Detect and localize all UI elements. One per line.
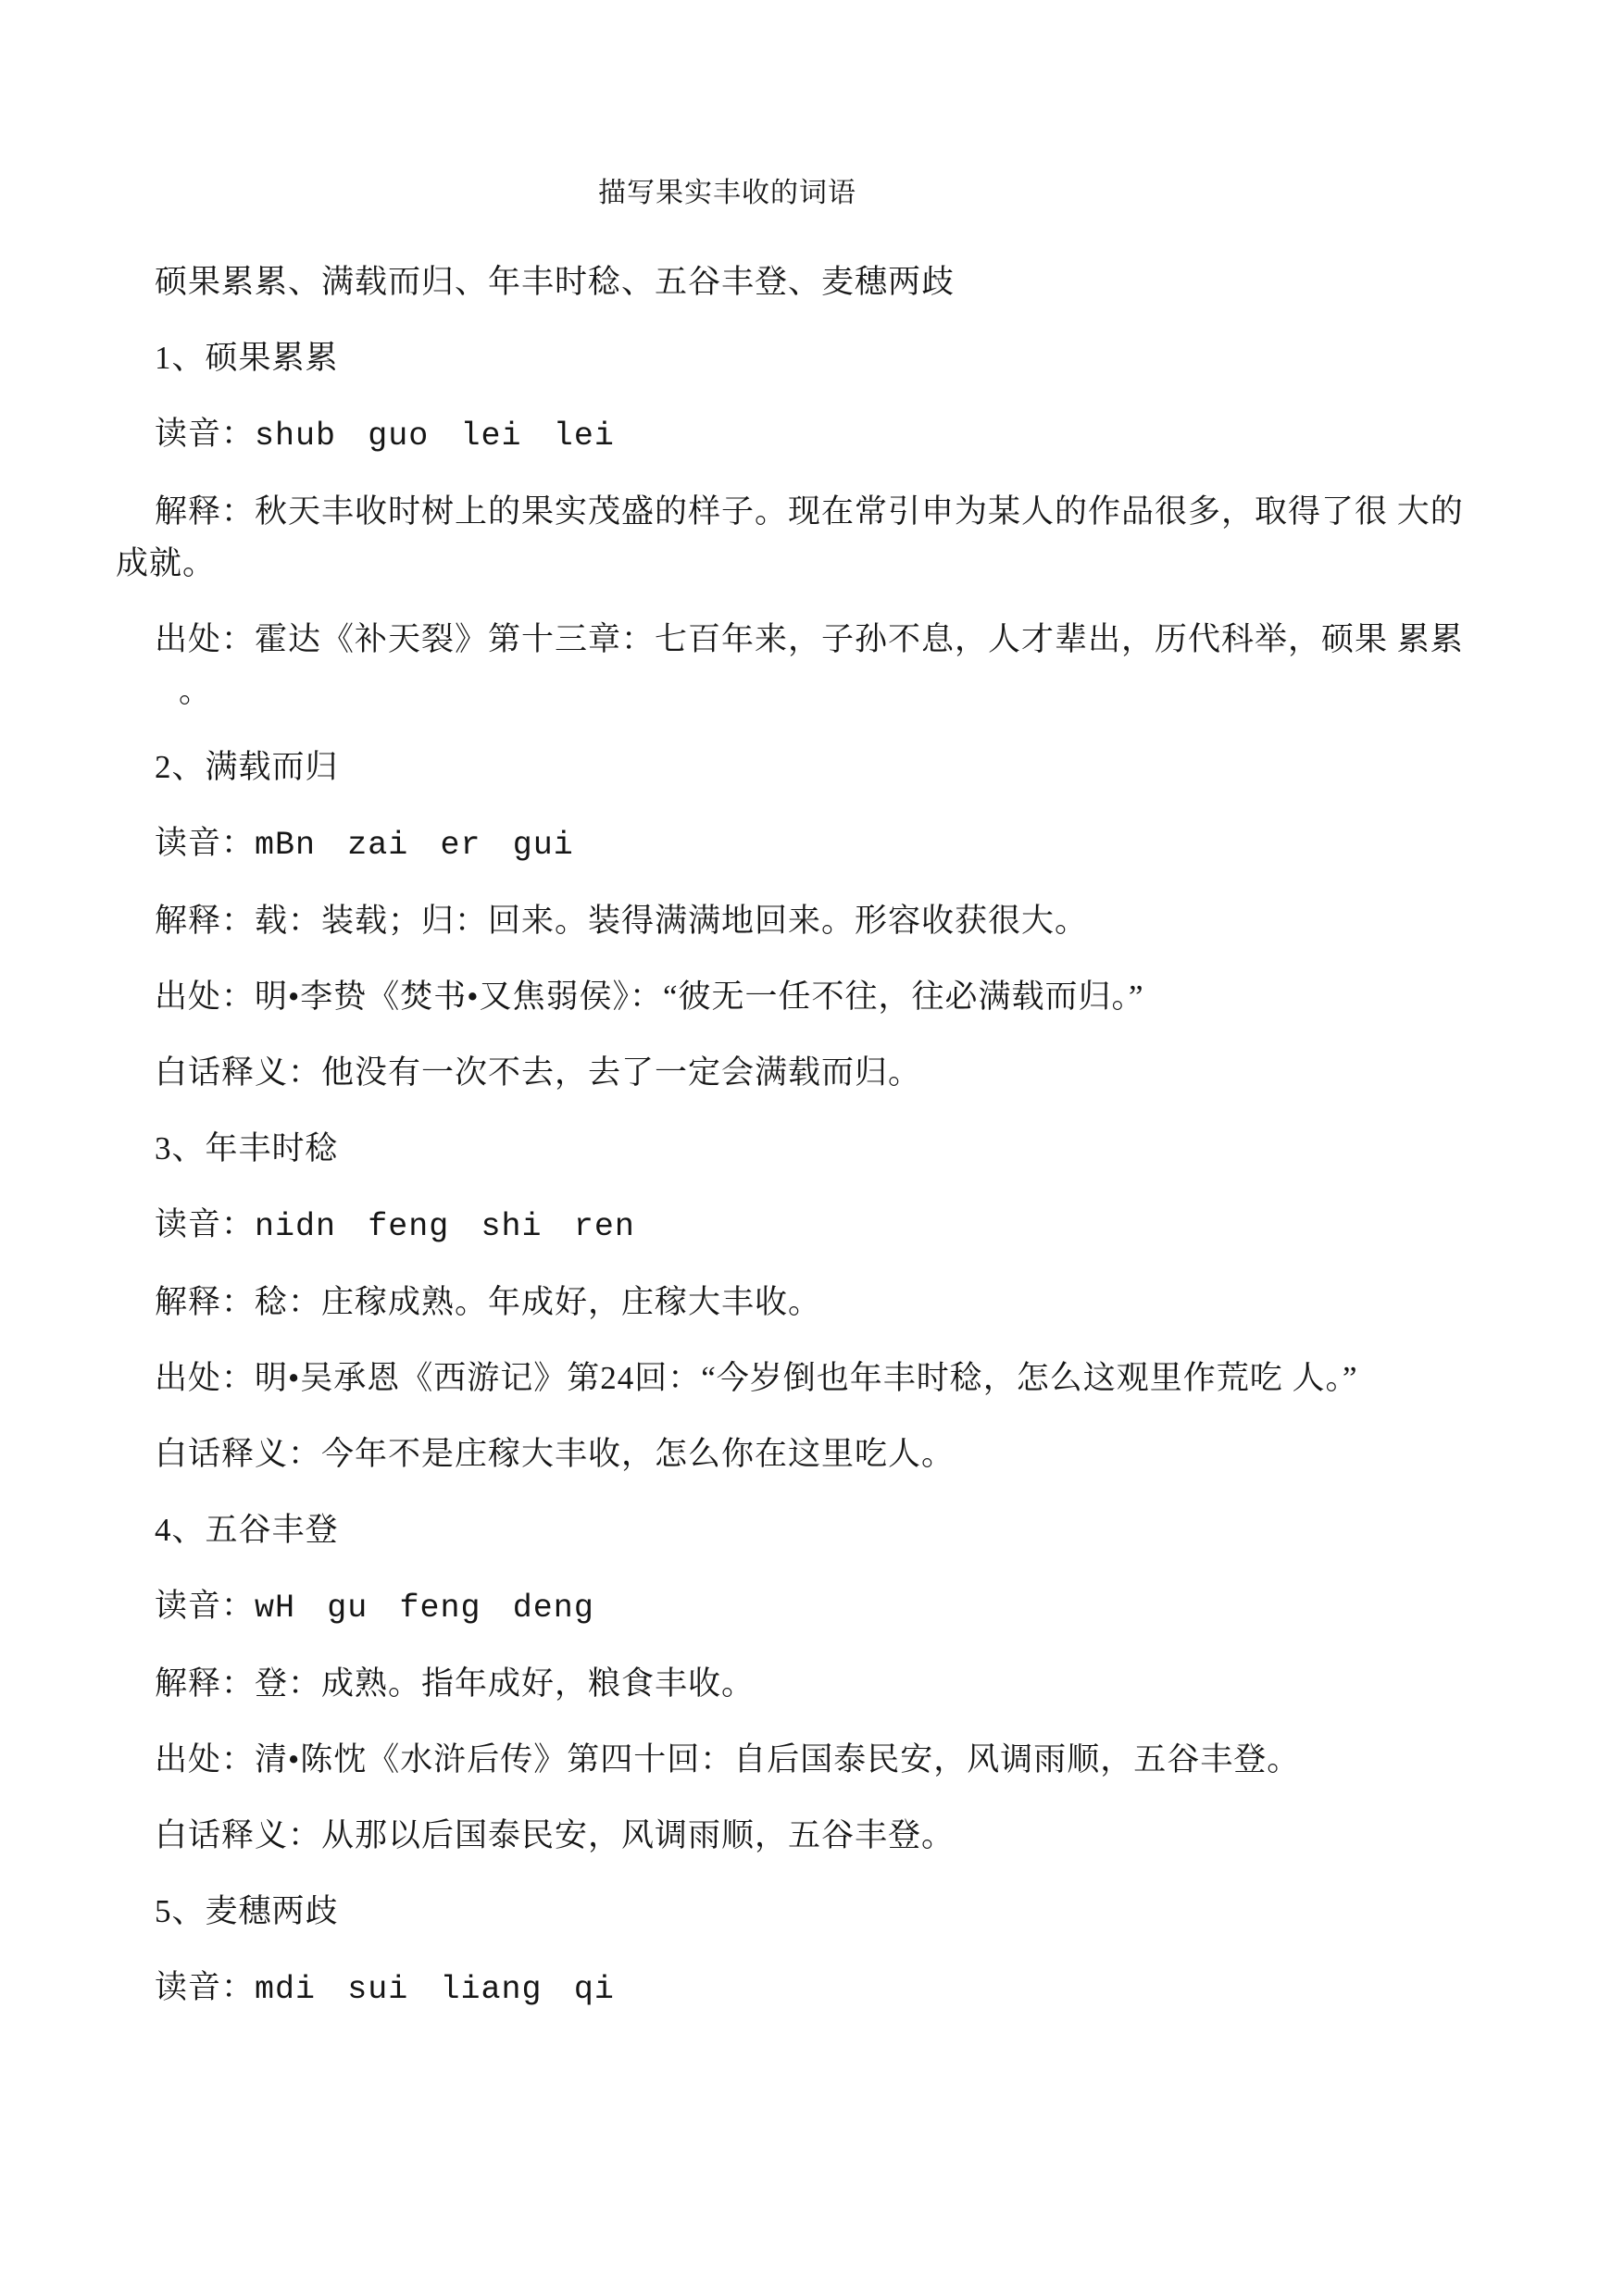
section-3-explanation: 解释：稔：庄稼成熟。年成好，庄稼大丰收。 xyxy=(155,1284,822,1320)
reading-label: 读音： xyxy=(155,416,256,452)
section-3-source: 出处：明•吴承恩《西游记》第24回：“今岁倒也年丰时稔，怎么这观里作荒吃 人。” xyxy=(155,1360,1358,1396)
section-2-source: 出处：明•李贽《焚书•又焦弱侯》：“彼无一任不往，往必满载而归。” xyxy=(155,979,1144,1015)
section-3-baihua: 白话释义：今年不是庄稼大丰收，怎么你在这里吃人。 xyxy=(155,1436,956,1472)
source-line: 出处：霍达《补天裂》第十三章：七百年来，子孙不息，人才辈出，历代科举，硕果 累累 xyxy=(155,621,1464,657)
section-4-reading-line xyxy=(116,1580,1509,1634)
section-1-reading-line xyxy=(116,408,1509,462)
source-wrap-line: 。 xyxy=(179,673,213,709)
reading-value: wH gu feng deng xyxy=(255,1590,594,1627)
section-3-reading-line xyxy=(116,1199,1509,1253)
section-2-reading-line xyxy=(116,817,1509,871)
explanation-line: 解释：秋天丰收时树上的果实茂盛的样子。现在常引申为某人的作品很多，取得了很 大的 xyxy=(155,493,1464,530)
section-4-explanation: 解释：登：成熟。指年成好，粮食丰收。 xyxy=(155,1665,756,1702)
reading-value: shub guo lei lei xyxy=(255,418,615,455)
section-2-baihua: 白话释义：他没有一次不去，去了一定会满载而归。 xyxy=(155,1054,922,1091)
section-2-explanation: 解释：载：装载；归：回来。装得满满地回来。形容收获很大。 xyxy=(155,903,1089,939)
section-1-source xyxy=(116,614,1509,717)
section-4-heading: 4、五谷丰登 xyxy=(155,1512,339,1548)
reading-value: mBn zai er gui xyxy=(255,827,574,864)
document-content xyxy=(116,0,1509,2039)
reading-label: 读音： xyxy=(155,825,256,861)
explanation-wrap-line: 成就。 xyxy=(116,545,217,581)
section-2-heading: 2、满载而归 xyxy=(155,749,339,785)
section-4-source: 出处：清•陈忱《水浒后传》第四十回：自后国泰民安，风调雨顺，五谷丰登。 xyxy=(155,1741,1301,1777)
intro-line: 硕果累累、满载而归、年丰时稔、五谷丰登、麦穗两歧 xyxy=(155,264,956,300)
section-4-baihua: 白话释义：从那以后国泰民安，风调雨顺，五谷丰登。 xyxy=(155,1817,956,1853)
section-3-heading: 3、年丰时稔 xyxy=(155,1130,339,1166)
reading-label: 读音： xyxy=(155,1588,256,1624)
section-1-explanation xyxy=(116,486,1509,590)
reading-label: 读音： xyxy=(155,1969,256,2005)
section-5-heading: 5、麦穗两歧 xyxy=(155,1893,339,1929)
section-5-reading-line xyxy=(116,1962,1509,2015)
page-title: 描写果实丰收的词语 xyxy=(598,178,856,208)
section-1-heading: 1、硕果累累 xyxy=(155,340,339,376)
reading-value: nidn feng shi ren xyxy=(255,1208,635,1245)
reading-value: mdi sui liang qi xyxy=(255,1971,615,2008)
reading-label: 读音： xyxy=(155,1206,256,1242)
